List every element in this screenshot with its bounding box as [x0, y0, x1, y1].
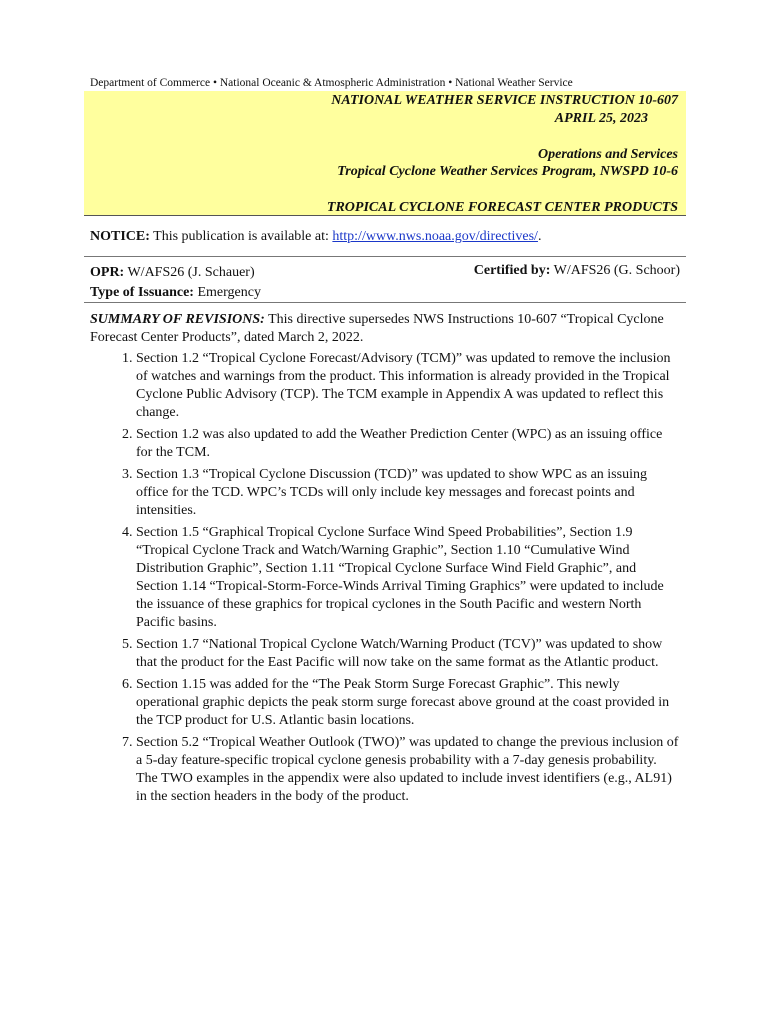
instruction-date: APRIL 25, 2023	[554, 111, 648, 126]
revision-item: 2. Section 1.2 was also updated to add the Weather Prediction Center (WPC) as an issuing office for the TCM.	[136, 426, 680, 462]
divider	[84, 256, 686, 257]
issuance-label: Type of Issuance:	[90, 285, 194, 300]
summary-of-revisions	[90, 311, 680, 347]
revision-item: 3. Section 1.3 “Tropical Cyclone Discussion (TCD)” was updated to show WPC as an issuing office for the TCD. WPC’s TCDs will only include key messages and forecast points and intensities.	[136, 466, 680, 520]
revisions-list	[90, 350, 680, 810]
opr-block	[90, 263, 261, 303]
department-line: Department of Commerce • National Oceanic & Atmospheric Administration • National Weather Service	[90, 77, 573, 89]
issuance-value: Emergency	[197, 285, 261, 300]
opr-label: OPR:	[90, 265, 125, 280]
cert-value: W/AFS26 (G. Schoor)	[553, 263, 680, 278]
certified-by	[474, 263, 680, 279]
notice-label: NOTICE:	[90, 229, 150, 244]
notice-trail: .	[537, 229, 542, 244]
revision-item: 4. Section 1.5 “Graphical Tropical Cyclone Surface Wind Speed Probabilities”, Section 1.9 “Tropical Cyclone Track and Watch/Warning Graphic”, Section 1.10 “Cumulative Wind Distribution Graphic”, Section 1.11 “Tropical Cyclone Surface Wind Field Graphic”, and Section 1.14 “Tropical-Storm-Force-Winds Arrival Timing Graphics” were updated to include the issuance of these graphics for tropical cyclones in the South Pacific and western North Pacific basins.	[136, 524, 680, 632]
title-banner	[84, 91, 686, 216]
summary-label: SUMMARY OF REVISIONS:	[90, 312, 265, 327]
divider	[84, 302, 686, 303]
revision-item: 7. Section 5.2 “Tropical Weather Outlook (TWO)” was updated to change the previous inclusion of a 5-day feature-specific tropical cyclone genesis probability with a 7-day genesis probability. The TWO examples in the appendix were also updated to include invest identifiers (e.g., AL91) in the section headers in the body of the product.	[136, 734, 680, 806]
directives-link[interactable]: http://www.nws.noaa.gov/directives/	[332, 229, 538, 244]
opr-value: W/AFS26 (J. Schauer)	[127, 265, 255, 280]
operations-heading: Operations and Services	[538, 147, 678, 162]
document-title: TROPICAL CYCLONE FORECAST CENTER PRODUCTS	[326, 200, 678, 215]
revision-item: 1. Section 1.2 “Tropical Cyclone Forecast/Advisory (TCM)” was updated to remove the inclusion of watches and warnings from the product. This information is already provided in the Tropical Cyclone Public Advisory (TCP). The TCM example in Appendix A was updated to reflect this change.	[136, 350, 680, 422]
revision-item: 6. Section 1.15 was added for the “The Peak Storm Surge Forecast Graphic”. This newly operational graphic depicts the peak storm surge forecast above ground at the coast provided in the TCP product for U.S. Atlantic basin locations.	[136, 676, 680, 730]
revision-item: 5. Section 1.7 “National Tropical Cyclone Watch/Warning Product (TCV)” was updated to show that the product for the East Pacific will now take on the same format as the Atlantic product.	[136, 636, 680, 672]
cert-label: Certified by:	[473, 263, 551, 278]
program-heading: Tropical Cyclone Weather Services Program, NWSPD 10-6	[337, 164, 678, 179]
summary-text: This directive supersedes NWS Instructions 10-607 “Tropical Cyclone Forecast Center Products”, dated March 2, 2022.	[90, 312, 664, 345]
instruction-number: NATIONAL WEATHER SERVICE INSTRUCTION 10-607	[331, 93, 678, 108]
notice-text: This publication is available at:	[153, 229, 329, 244]
notice	[90, 229, 541, 245]
